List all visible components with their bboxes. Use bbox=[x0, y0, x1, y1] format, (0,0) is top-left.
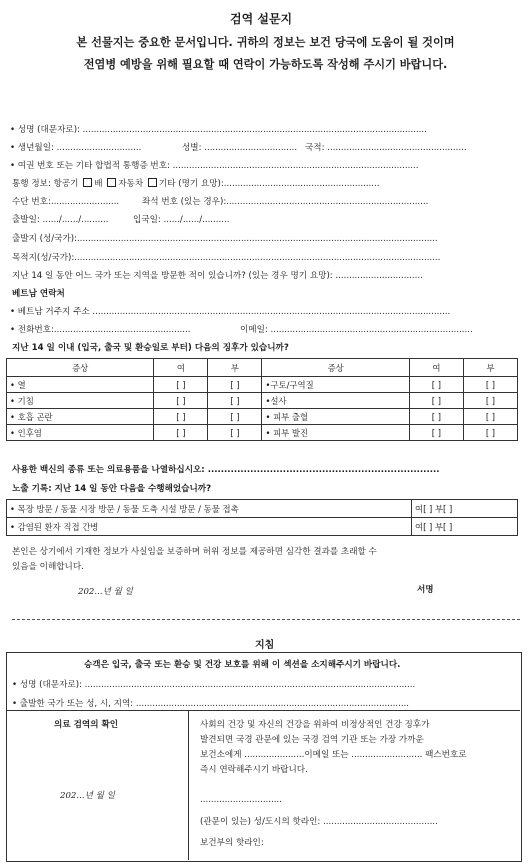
address-field[interactable]: • 베트남 거주지 주소 ................................................................................................................................... bbox=[10, 307, 451, 317]
no-header-right: 부 bbox=[463, 359, 517, 377]
symptom-no-box[interactable]: [ ] bbox=[208, 393, 262, 409]
guide-instruction: 승객은 입국, 출국 또는 환승 및 건강 보호를 위해 이 섹션을 소지해주시기 바랍니다. bbox=[84, 660, 401, 670]
nationality-field[interactable]: 국적: ................................................... bbox=[305, 143, 467, 153]
symptoms-question: 지난 14 일 이내 (입국, 출국 및 환승일로 부터) 다음의 징후가 있습니까? bbox=[12, 343, 289, 353]
guide-column-divider bbox=[188, 710, 189, 860]
guide-origin-field[interactable]: • 출발한 국가 또는 성, 시, 지역: .................................................................................................... bbox=[12, 699, 410, 709]
exposure-question: 노출 기록: 지난 14 일 동안 다음을 수행해었습니까? bbox=[12, 484, 212, 494]
symptom-no-box[interactable]: [ ] bbox=[208, 377, 262, 393]
vehicle-number-field[interactable]: 수단 번호:......................... bbox=[12, 197, 120, 207]
entry-date-field[interactable]: 입국일: ....../....../.......... bbox=[133, 215, 230, 225]
symptom-row bbox=[7, 377, 518, 393]
symptom-label: • 인후염 bbox=[7, 425, 154, 441]
notice-line-1: 사회의 건강 및 자신의 건강을 위하여 비정상적인 건강 징후가 bbox=[200, 720, 430, 730]
symptom-header-left: 증상 bbox=[7, 359, 154, 377]
symptom-no-box[interactable]: [ ] bbox=[463, 393, 517, 409]
form-title: 검역 설문지 bbox=[230, 12, 293, 26]
intro-line-1: 본 선물지는 중요한 문서입니다. 귀하의 정보는 보건 당국에 도움이 될 것이며 bbox=[76, 36, 455, 49]
aircraft-checkbox[interactable] bbox=[83, 178, 92, 187]
guide-name-field[interactable]: • 성명 (대문자로): ......................................................................................................................... bbox=[12, 680, 416, 690]
exposure-label: • 감염된 환자 직접 간병 bbox=[7, 518, 412, 536]
email-field[interactable]: 이메일: .......................................................................... bbox=[240, 325, 473, 335]
signature-label: 서명 bbox=[417, 585, 434, 595]
visited-question[interactable]: 지난 14 일 동안 어느 국가 또는 지역을 방문한 적이 있습니까? (있는 경우 명기 요망): ................................ bbox=[12, 271, 423, 281]
sex-field[interactable]: 성별: .................................. bbox=[182, 143, 298, 153]
symptom-yes-box[interactable]: [ ] bbox=[409, 393, 463, 409]
cut-line bbox=[12, 619, 520, 620]
symptom-row bbox=[7, 425, 518, 441]
contact-heading: 베트남 연락처 bbox=[12, 289, 65, 299]
declaration-line-2: 있음을 이해합니다. bbox=[12, 562, 84, 572]
ship-label: 배 bbox=[94, 179, 103, 189]
other-label[interactable]: 기타 (명기 요망):......................................................... bbox=[158, 179, 380, 189]
symptom-yes-box[interactable]: [ ] bbox=[409, 409, 463, 425]
symptom-header-right: 증상 bbox=[262, 359, 409, 377]
no-header-left: 부 bbox=[208, 359, 262, 377]
guide-heading: 지침 bbox=[255, 640, 275, 651]
symptom-yes-box[interactable]: [ ] bbox=[154, 425, 208, 441]
guide-dots-line[interactable]: .............................. bbox=[200, 795, 282, 805]
symptom-label: • 피부 출혈 bbox=[262, 409, 409, 425]
symptom-label: •구토/구역질 bbox=[262, 377, 409, 393]
symptom-yes-box[interactable]: [ ] bbox=[154, 409, 208, 425]
dob-field[interactable]: • 생년월일: ............................... bbox=[10, 143, 142, 153]
exposure-row bbox=[7, 518, 518, 536]
symptom-no-box[interactable]: [ ] bbox=[208, 425, 262, 441]
phone-field[interactable]: • 전화번호:.................................................. bbox=[10, 325, 191, 335]
symptom-no-box[interactable]: [ ] bbox=[463, 377, 517, 393]
symptom-row bbox=[7, 393, 518, 409]
declaration-line-1: 본인은 상기에서 기재한 정보가 사실임을 보증하며 허위 정보를 제공하면 심각한 결과를 초래할 수 bbox=[12, 547, 377, 557]
symptom-yes-box[interactable]: [ ] bbox=[409, 425, 463, 441]
symptom-no-box[interactable]: [ ] bbox=[463, 425, 517, 441]
departure-date-field[interactable]: 출발일: ....../....../.......... bbox=[12, 215, 109, 225]
yes-header-right: 여 bbox=[409, 359, 463, 377]
name-field[interactable]: • 성명 (대문자로): .............................................................................................................................. bbox=[10, 125, 427, 135]
notice-line-2: 발견되면 국경 관문에 있는 국경 검역 기관 또는 가장 가까운 bbox=[200, 735, 424, 745]
exposure-table bbox=[6, 499, 518, 536]
intro-line-2: 전염병 예방을 위해 필요할 때 연락이 가능하도록 작성해 주시기 바랍니다. bbox=[83, 58, 448, 71]
symptom-yes-box[interactable]: [ ] bbox=[154, 393, 208, 409]
symptom-label: • 피부 발진 bbox=[262, 425, 409, 441]
symptom-yes-box[interactable]: [ ] bbox=[409, 377, 463, 393]
ship-checkbox[interactable] bbox=[107, 178, 116, 187]
symptoms-table bbox=[6, 358, 518, 441]
exposure-label: • 목장 방문 / 동물 시장 방문 / 동물 도축 시설 방문 / 동물 접촉 bbox=[7, 500, 412, 518]
declaration-date: 202...년 월 일 bbox=[78, 587, 133, 597]
car-checkbox[interactable] bbox=[148, 178, 157, 187]
transport-label: 통행 정보: 항공기 bbox=[12, 179, 79, 189]
symptom-label: • 호흡 곤란 bbox=[7, 409, 154, 425]
checkpoint-hotline[interactable]: (관문이 있는) 성/도시의 핫라인: .......................................... bbox=[200, 817, 438, 827]
symptom-no-box[interactable]: [ ] bbox=[463, 409, 517, 425]
car-label: 자동차 bbox=[118, 179, 144, 189]
symptom-label: • 기침 bbox=[7, 393, 154, 409]
destination-field[interactable]: 목적지(성/국가):...................................................................................................................................... bbox=[12, 253, 441, 263]
medical-confirm-label: 의료 검역의 확인 bbox=[54, 720, 119, 730]
symptom-no-box[interactable]: [ ] bbox=[208, 409, 262, 425]
yes-header-left: 여 bbox=[154, 359, 208, 377]
vaccine-field[interactable]: 사용한 백신의 종류 또는 의료용품을 나열하십시오: ....................................................................... bbox=[12, 465, 440, 475]
transport-row bbox=[12, 177, 380, 189]
symptom-row bbox=[7, 409, 518, 425]
symptom-yes-box[interactable]: [ ] bbox=[154, 377, 208, 393]
guide-date: 202...년 월 일 bbox=[60, 791, 115, 801]
guide-divider bbox=[6, 710, 520, 711]
ministry-hotline: 보건부의 핫라인: bbox=[200, 838, 264, 848]
departure-place-field[interactable]: 출발지 (성/국가):.................................................................................................................................... bbox=[12, 234, 438, 244]
exposure-row bbox=[7, 500, 518, 518]
seat-number-field[interactable]: 좌석 번호 (있는 경우):.......................................................................... bbox=[142, 197, 429, 207]
exposure-answer[interactable]: 여[ ] 부[ ] bbox=[412, 518, 518, 536]
symptom-label: • 열 bbox=[7, 377, 154, 393]
passport-field[interactable]: • 여권 번호 또는 기타 합법적 통행증 번호: .......................................................................................... bbox=[10, 161, 419, 171]
exposure-answer[interactable]: 여[ ] 부[ ] bbox=[412, 500, 518, 518]
symptom-label: •설사 bbox=[262, 393, 409, 409]
notice-line-4: 즉시 연락해주시기 바랍니다. bbox=[200, 765, 308, 775]
notice-line-3: 보건소에게 ......................이메일 또는 .......................... 팩스번호로 bbox=[200, 750, 467, 760]
